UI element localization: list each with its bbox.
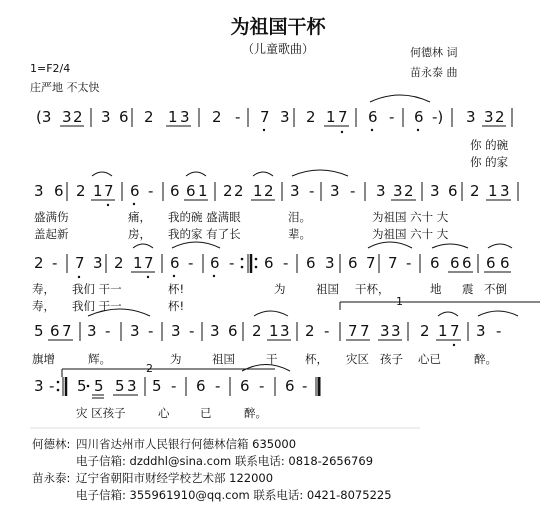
svg-text:5: 5 [115, 377, 125, 395]
lyric-word: 干杯， [355, 282, 390, 296]
svg-text:2: 2 [73, 108, 83, 126]
svg-text:7: 7 [260, 108, 270, 126]
lyric-word: 我的家 有了长 [168, 227, 241, 241]
svg-text:1: 1 [133, 254, 143, 272]
svg-text:2: 2 [470, 182, 480, 200]
svg-text:2: 2 [34, 254, 44, 272]
lyric-word: 辉。 [88, 352, 111, 366]
svg-text:1: 1 [438, 322, 448, 340]
svg-text:6: 6 [170, 254, 180, 272]
svg-text:3: 3 [171, 322, 181, 340]
svg-text:5: 5 [94, 377, 104, 395]
footer-contact-lyricist: 电子信箱: dzddhl@sina.com 联系电话: 0818-2656769 [76, 454, 374, 468]
svg-text:3: 3 [127, 377, 137, 395]
footer-label-lyricist: 何德林: [32, 437, 71, 451]
svg-text:3: 3 [393, 182, 403, 200]
lyric-word: 孩子 [380, 352, 403, 366]
svg-text:1: 1 [326, 108, 336, 126]
lyric-word: 灾 区孩子 [76, 406, 126, 420]
svg-text:-: - [283, 254, 289, 272]
song-title: 为祖国干杯 [230, 16, 326, 38]
lyric-word: 祖国 [212, 352, 235, 366]
svg-text:-: - [229, 254, 235, 272]
svg-text:6: 6 [196, 377, 206, 395]
lyric-word: 灾区 [346, 352, 369, 366]
svg-text:-: - [496, 322, 502, 340]
lyric-word: 醉。 [474, 352, 497, 366]
svg-text:3: 3 [330, 182, 340, 200]
svg-text:2: 2 [212, 108, 222, 126]
lyric-word: 寿， [32, 282, 55, 296]
svg-text:2: 2 [252, 322, 262, 340]
svg-text:3: 3 [93, 254, 103, 272]
svg-text:2: 2 [114, 254, 124, 272]
system-3 [34, 242, 512, 278]
svg-text:6: 6 [450, 254, 460, 272]
svg-text:3: 3 [325, 254, 335, 272]
svg-text:6: 6 [448, 182, 458, 200]
lyric-word: 寿， [32, 299, 55, 313]
svg-text:6: 6 [500, 254, 510, 272]
lyric-word: 泪。 [288, 210, 311, 224]
lyric-word: 为 [170, 352, 182, 366]
svg-text:3: 3 [101, 108, 111, 126]
svg-text:6: 6 [368, 108, 378, 126]
lyric-word: 干 [266, 352, 278, 366]
svg-text:3: 3 [62, 108, 72, 126]
svg-text:-: - [350, 182, 356, 200]
svg-text:3: 3 [280, 322, 290, 340]
svg-text:3: 3 [34, 182, 44, 200]
svg-text:-: - [148, 322, 154, 340]
system-5 [34, 365, 319, 399]
lyric-word: 祖国 [316, 282, 339, 296]
lyric-word: 我的碗 盛满眼 [168, 210, 241, 224]
svg-text:2: 2 [76, 182, 86, 200]
svg-text:3: 3 [87, 322, 97, 340]
lyric-word: 为 [274, 282, 286, 296]
svg-text:-: - [52, 254, 58, 272]
svg-text:1: 1 [269, 322, 279, 340]
svg-text:-: - [389, 108, 395, 126]
footer-address-composer: 辽宁省朝阳市财经学校艺术部 122000 [76, 471, 274, 485]
lyric-word: 辈。 [288, 227, 311, 241]
svg-text:-: - [324, 322, 330, 340]
svg-text:6: 6 [240, 377, 250, 395]
svg-text:7: 7 [144, 254, 154, 272]
svg-text:2: 2 [144, 108, 154, 126]
lyric-word: 为祖国 六十 大 [372, 210, 449, 224]
svg-text:2: 2 [404, 182, 414, 200]
lyric-word: 杯! [168, 299, 185, 313]
svg-text:2: 2 [234, 182, 244, 200]
svg-text:1: 1 [93, 182, 103, 200]
svg-text:6: 6 [414, 108, 424, 126]
svg-text:2: 2 [305, 322, 315, 340]
svg-text:-: - [49, 377, 55, 395]
svg-text:3: 3 [290, 182, 300, 200]
svg-text:-: - [105, 322, 111, 340]
svg-text:(3: (3 [36, 108, 52, 126]
key-signature: 1=F2/4 [30, 62, 71, 75]
svg-text:6: 6 [170, 182, 180, 200]
lyric-word: 旗增 [32, 352, 55, 366]
song-subtitle: （儿童歌曲） [241, 42, 314, 56]
lyric-word: 心 [158, 406, 170, 420]
svg-text:6: 6 [54, 182, 64, 200]
svg-text:6: 6 [50, 322, 60, 340]
lyric-word: 心已 [418, 352, 441, 366]
svg-text:-: - [148, 182, 154, 200]
svg-text:3: 3 [466, 108, 476, 126]
footer-address-lyricist: 四川省达州市人民银行何德林信箱 635000 [76, 437, 297, 451]
svg-text:7: 7 [338, 108, 348, 126]
svg-text:3: 3 [34, 377, 44, 395]
svg-text:2: 2 [264, 182, 274, 200]
system-4 [34, 309, 518, 346]
svg-text:-: - [302, 377, 308, 395]
lyric-word: 杯! [168, 282, 185, 296]
svg-text:7: 7 [366, 254, 376, 272]
svg-text:6: 6 [210, 254, 220, 272]
svg-text:5: 5 [152, 377, 162, 395]
lyric-word: 我们 干一 [72, 299, 122, 313]
svg-text:6: 6 [285, 377, 295, 395]
lyric-line: 你 的家 [470, 155, 509, 169]
svg-text:7: 7 [348, 322, 358, 340]
lyric-word: 已 [200, 406, 212, 420]
lyricist-credit: 何德林 词 [410, 46, 458, 59]
svg-text:2: 2 [223, 182, 233, 200]
svg-text:3: 3 [476, 322, 486, 340]
lyric-word: 杯， [305, 352, 328, 366]
tempo-marking: 庄严地 不太快 [30, 81, 100, 94]
svg-text:1: 1 [168, 108, 178, 126]
svg-text:3: 3 [180, 108, 190, 126]
lyric-line: 你 的碗 [470, 138, 509, 152]
svg-text:3: 3 [380, 322, 390, 340]
lyric-word: 醉。 [244, 406, 267, 420]
svg-text:-: - [189, 322, 195, 340]
lyric-word: 震 [462, 282, 474, 296]
svg-text:3: 3 [430, 182, 440, 200]
svg-text:-: - [215, 377, 221, 395]
svg-text:-: - [309, 182, 315, 200]
svg-text:2: 2 [420, 322, 430, 340]
svg-text:-: - [259, 377, 265, 395]
svg-text:6: 6 [119, 108, 129, 126]
svg-text:3: 3 [500, 182, 510, 200]
svg-text:7: 7 [104, 182, 114, 200]
svg-text:1: 1 [253, 182, 263, 200]
svg-text:5: 5 [77, 377, 87, 395]
system-1 [36, 95, 512, 133]
svg-text:3: 3 [210, 322, 220, 340]
lyric-word: 不倒 [484, 282, 507, 296]
svg-text:7: 7 [450, 322, 460, 340]
svg-text:3: 3 [484, 108, 494, 126]
footer-label-composer: 苗永泰: [32, 471, 71, 485]
svg-text:-): -) [432, 108, 444, 126]
svg-text:6: 6 [264, 254, 274, 272]
svg-text:3: 3 [391, 322, 401, 340]
lyric-word: 为祖国 六十 大 [372, 227, 449, 241]
svg-text:6: 6 [486, 254, 496, 272]
lyric-word: 痛， [128, 210, 151, 224]
svg-text:3: 3 [130, 322, 140, 340]
svg-text:-: - [188, 254, 194, 272]
svg-text:-: - [171, 377, 177, 395]
svg-text:7: 7 [62, 322, 72, 340]
svg-text:3: 3 [376, 182, 386, 200]
footer-contact-composer: 电子信箱: 355961910@qq.com 联系电话: 0421-8075225 [76, 488, 392, 502]
svg-text:1: 1 [198, 182, 208, 200]
svg-text:6: 6 [228, 322, 238, 340]
volta-2-label: 2 [146, 362, 153, 375]
svg-text:2: 2 [306, 108, 316, 126]
lyric-word: 我们 干一 [72, 282, 122, 296]
svg-text:7: 7 [388, 254, 398, 272]
svg-text:5: 5 [34, 322, 44, 340]
svg-text:7: 7 [75, 254, 85, 272]
system-2 [34, 170, 518, 206]
svg-text:6: 6 [430, 254, 440, 272]
svg-text:6: 6 [348, 254, 358, 272]
svg-text:6: 6 [306, 254, 316, 272]
lyric-word: 盖起新 [34, 227, 69, 241]
svg-text:-: - [235, 108, 241, 126]
volta-1-label: 1 [396, 295, 403, 308]
lyric-word: 盛满伤 [34, 210, 69, 224]
svg-text:-: - [406, 254, 412, 272]
svg-text:6: 6 [462, 254, 472, 272]
svg-text:6: 6 [186, 182, 196, 200]
svg-text:3: 3 [280, 108, 290, 126]
lyric-word: 地 [430, 282, 442, 296]
svg-text:7: 7 [360, 322, 370, 340]
svg-text:1: 1 [488, 182, 498, 200]
lyric-word: 房， [128, 227, 151, 241]
svg-text:2: 2 [495, 108, 505, 126]
composer-credit: 苗永泰 曲 [410, 66, 458, 79]
svg-text:6: 6 [130, 182, 140, 200]
